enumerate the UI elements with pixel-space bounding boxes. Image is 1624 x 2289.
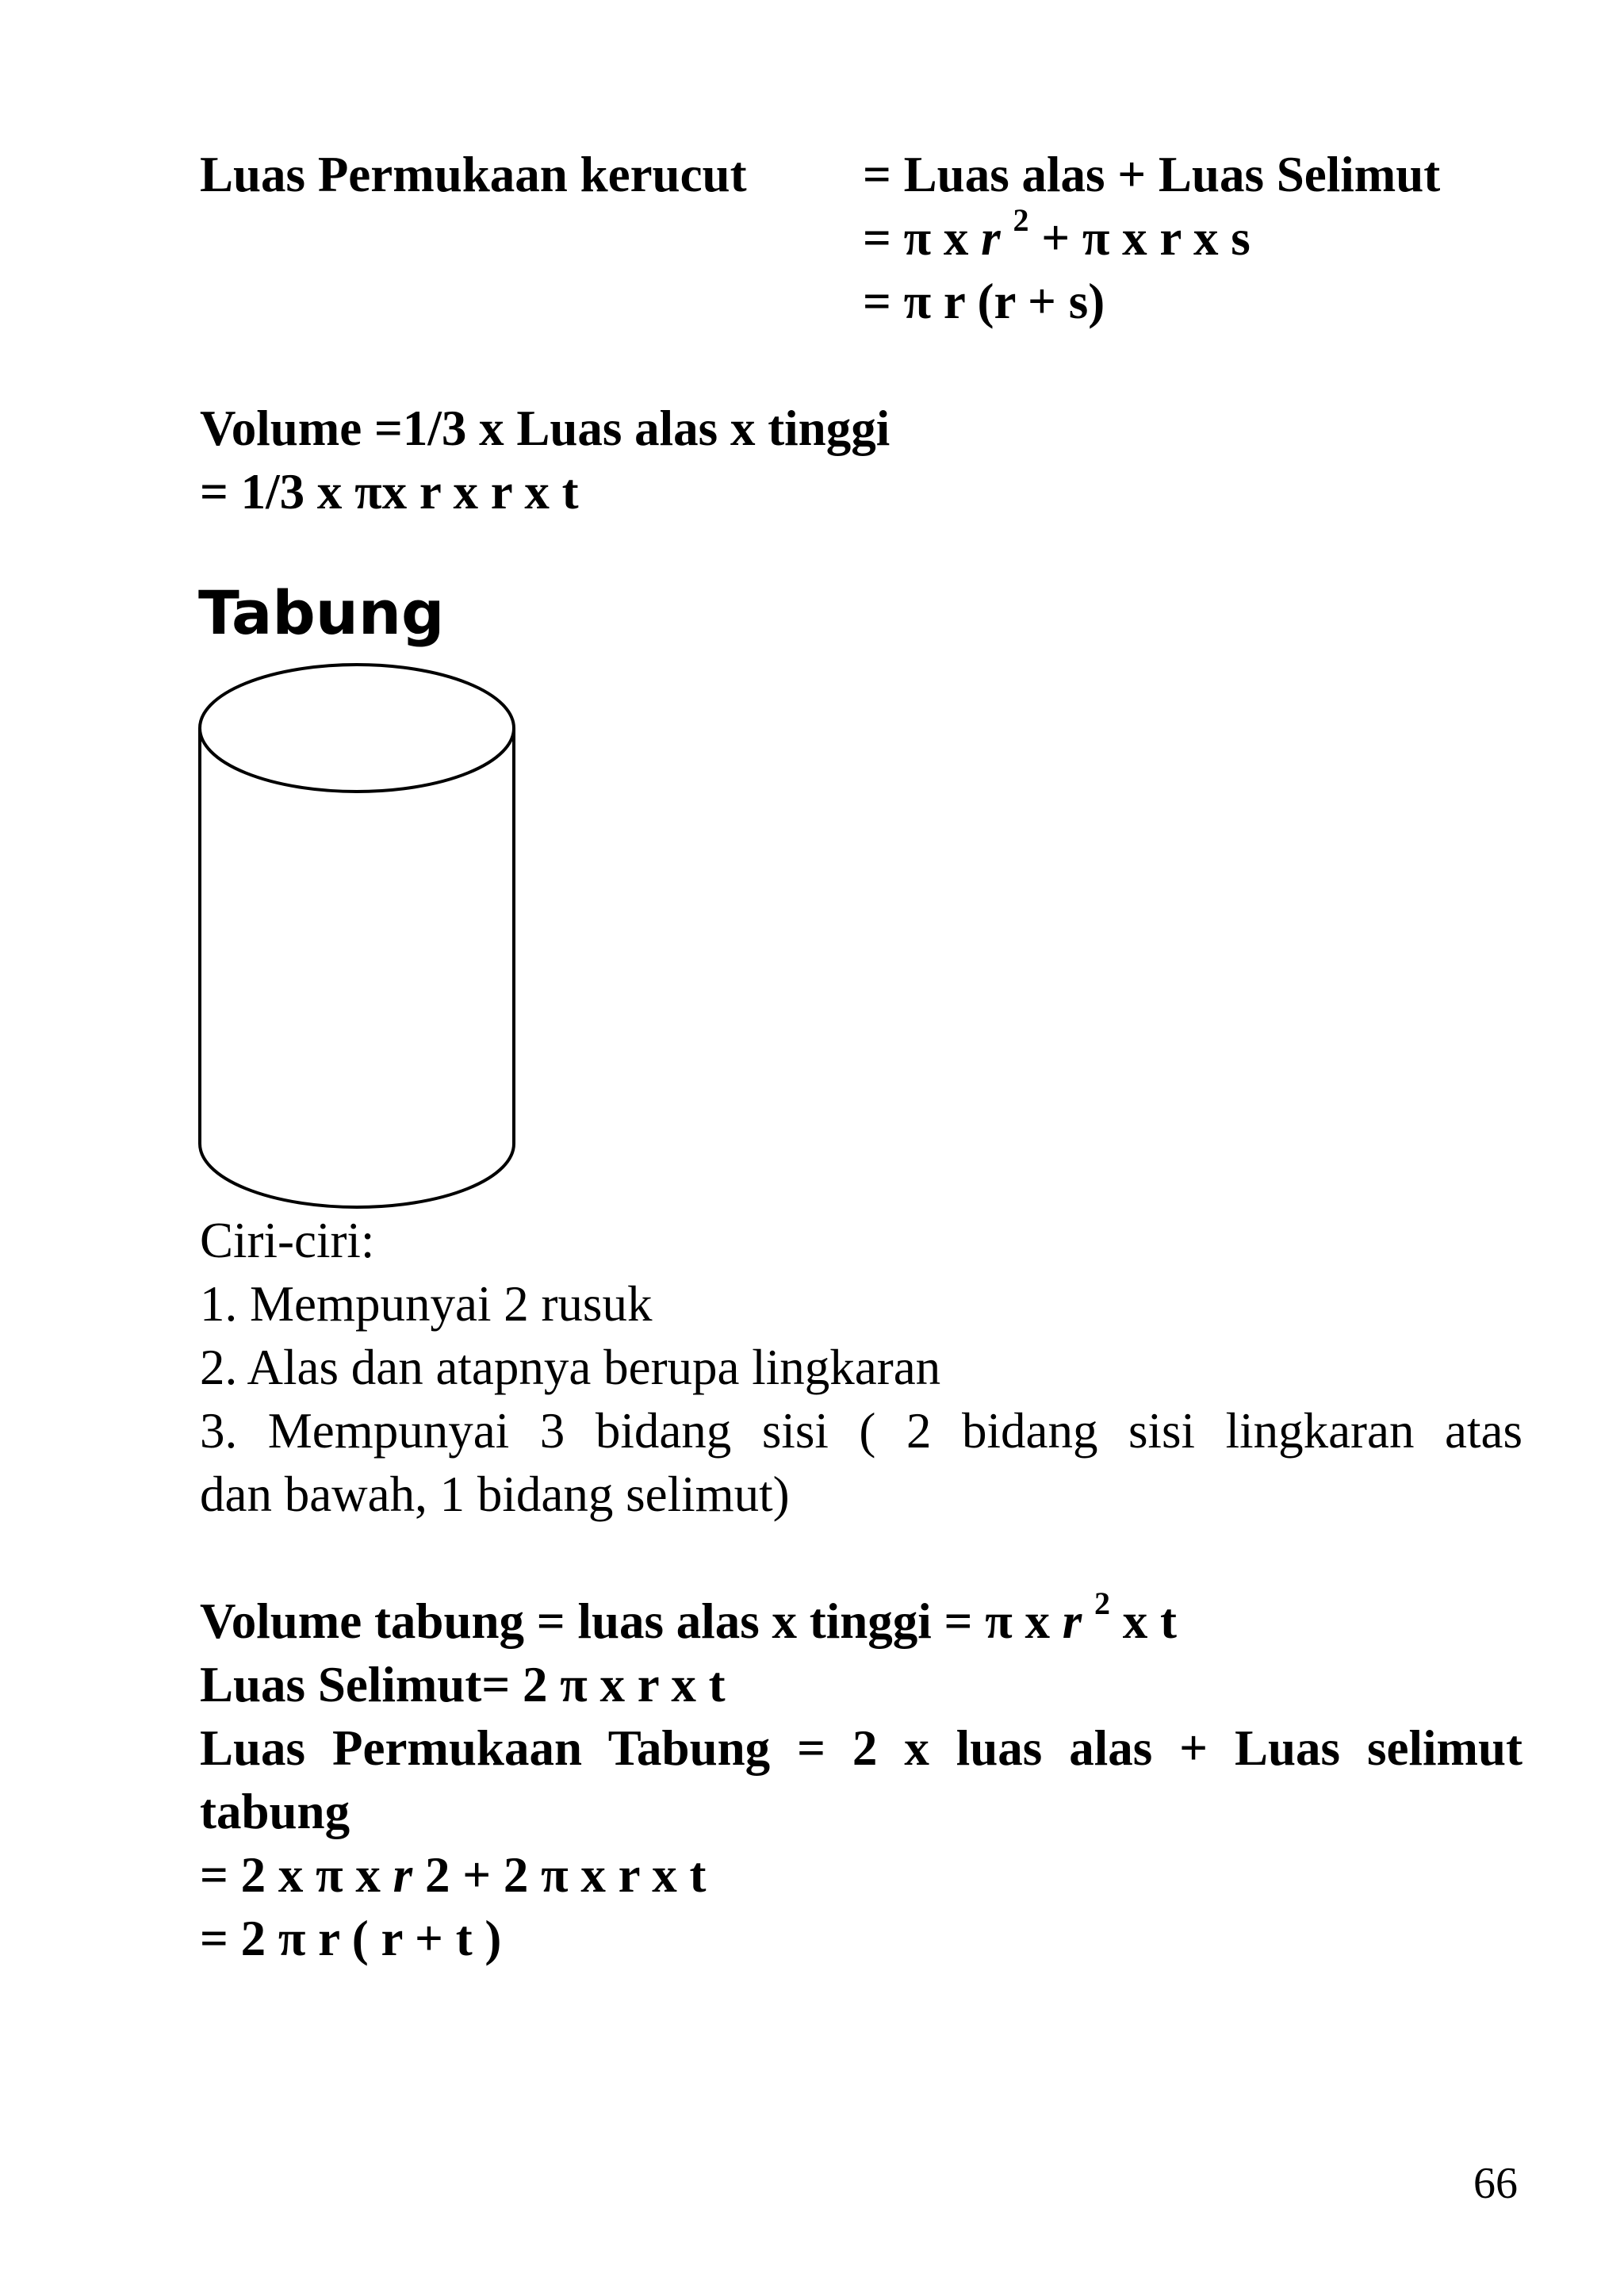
exponent: 2 xyxy=(1094,1585,1110,1621)
radius-var: r xyxy=(1062,1593,1082,1649)
characteristic-item-1: 1. Mempunyai 2 rusuk xyxy=(200,1276,653,1332)
characteristics-heading: Ciri-ciri: xyxy=(200,1213,375,1268)
surface-area-eq1: = Luas alas + Luas Selimut xyxy=(863,147,1441,202)
surface-area-eq2: = π x r $^2$ + π x r x s xyxy=(863,202,1251,266)
cylinder-bottom xyxy=(200,1144,514,1207)
cone-volume-line1: Volume =1/3 x Luas alas x tinggi xyxy=(200,401,891,456)
cylinder-surface-area-line3: = 2 x π x r 2 + 2 π x r x t xyxy=(200,1847,707,1903)
cylinder-surface-area-line1: Luas Permukaan Tabung = 2 x luas alas + Luas selimut xyxy=(200,1720,1522,1776)
cone-volume-line2: = 1/3 x πx r x r x t xyxy=(200,464,579,520)
surface-area-eq3: = π r (r + s) xyxy=(863,274,1105,329)
radius-var: r xyxy=(393,1847,413,1903)
cylinder-illustration xyxy=(190,658,523,1221)
section-heading-tabung: Tabung xyxy=(198,577,445,648)
surface-area-label: Luas Permukaan kerucut xyxy=(200,147,747,202)
characteristic-item-2: 2. Alas dan atapnya berupa lingkaran xyxy=(200,1340,941,1395)
cylinder-top xyxy=(200,665,514,792)
characteristic-item-3-cont: dan bawah, 1 bidang selimut) xyxy=(200,1467,790,1522)
page-number: 66 xyxy=(1473,2159,1518,2208)
cylinder-surface-area-line4: = 2 π r ( r + t ) xyxy=(200,1911,502,1966)
characteristic-item-3: 3. Mempunyai 3 bidang sisi ( 2 bidang sisi lingkaran atas xyxy=(200,1403,1522,1459)
lateral-area: Luas Selimut= 2 π x r x t xyxy=(200,1657,726,1712)
cylinder-surface-area-line2: tabung xyxy=(200,1784,350,1839)
cylinder-volume: Volume tabung = luas alas x tinggi = π x r $^2$ x t xyxy=(200,1585,1177,1649)
radius-var: r xyxy=(981,210,1001,266)
exponent: 2 xyxy=(1013,202,1029,238)
